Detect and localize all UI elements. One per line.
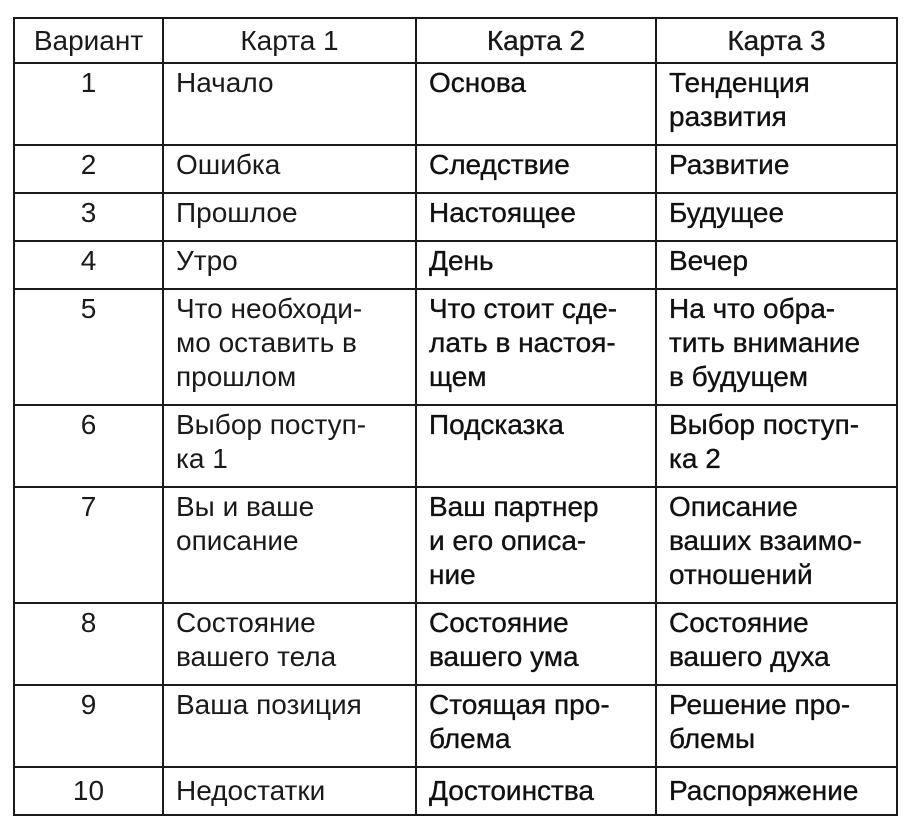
table-row [14, 767, 897, 815]
card-3-cell: Решение про- блемы [656, 685, 897, 767]
card-3-cell: Состояние вашего духа [656, 603, 897, 685]
header-row [14, 18, 897, 63]
card-3-cell: Тенденция развития [656, 63, 897, 145]
card-1-cell: Прошлое [163, 193, 416, 241]
table-row [14, 145, 897, 193]
card-2-cell: День [416, 241, 656, 289]
card-2-cell: Что стоит сде- лать в настоя- щем [416, 289, 656, 405]
table-row [14, 63, 897, 145]
table-row [14, 405, 897, 487]
card-1-cell: Ваша позиция [163, 685, 416, 767]
card-1-cell: Что необходи- мо оставить в прошлом [163, 289, 416, 405]
card-layout-table [13, 17, 898, 816]
table-row [14, 685, 897, 767]
variant-number: 4 [14, 241, 163, 289]
header-variant: Вариант [14, 18, 163, 63]
card-3-cell: Распоряжение [656, 767, 897, 815]
variant-number: 3 [14, 193, 163, 241]
table-row [14, 289, 897, 405]
card-3-cell: Вечер [656, 241, 897, 289]
card-2-cell: Настоящее [416, 193, 656, 241]
header-card-3: Карта 3 [656, 18, 897, 63]
card-1-cell: Вы и ваше описание [163, 487, 416, 603]
card-2-cell: Основа [416, 63, 656, 145]
card-2-cell: Достоинства [416, 767, 656, 815]
table-row [14, 603, 897, 685]
card-3-cell: На что обра- тить внимание в будущем [656, 289, 897, 405]
card-2-cell: Следствие [416, 145, 656, 193]
variant-number: 5 [14, 289, 163, 405]
card-1-cell: Недостатки [163, 767, 416, 815]
card-2-cell: Подсказка [416, 405, 656, 487]
header-card-1: Карта 1 [163, 18, 416, 63]
variant-number: 1 [14, 63, 163, 145]
variant-number: 2 [14, 145, 163, 193]
card-3-cell: Развитие [656, 145, 897, 193]
card-2-cell: Состояние вашего ума [416, 603, 656, 685]
card-3-cell: Выбор поступ- ка 2 [656, 405, 897, 487]
card-3-cell: Будущее [656, 193, 897, 241]
table-row [14, 193, 897, 241]
card-1-cell: Состояние вашего тела [163, 603, 416, 685]
variant-number: 8 [14, 603, 163, 685]
card-1-cell: Выбор поступ- ка 1 [163, 405, 416, 487]
card-1-cell: Начало [163, 63, 416, 145]
card-1-cell: Ошибка [163, 145, 416, 193]
variant-number: 10 [14, 767, 163, 815]
card-3-cell: Описание ваших взаимо- отношений [656, 487, 897, 603]
variant-number: 9 [14, 685, 163, 767]
card-2-cell: Ваш партнер и его описа- ние [416, 487, 656, 603]
header-card-2: Карта 2 [416, 18, 656, 63]
card-1-cell: Утро [163, 241, 416, 289]
table-row [14, 241, 897, 289]
variant-number: 7 [14, 487, 163, 603]
table-row [14, 487, 897, 603]
variant-number: 6 [14, 405, 163, 487]
card-2-cell: Стоящая про- блема [416, 685, 656, 767]
